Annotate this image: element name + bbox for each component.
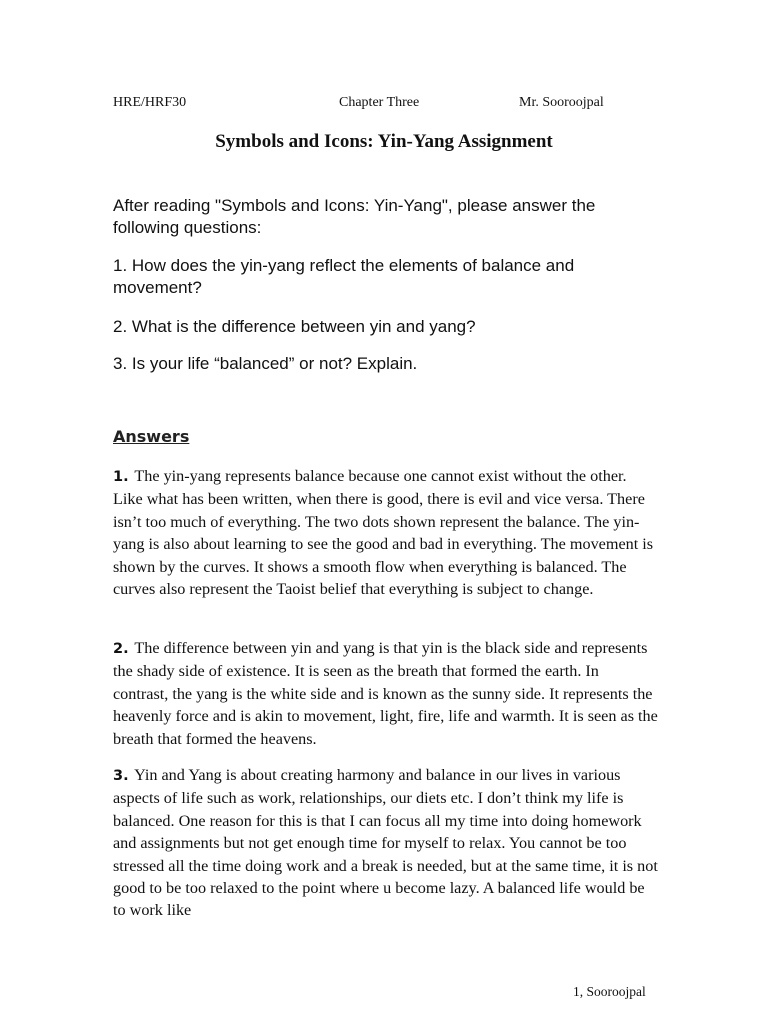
chapter-label: Chapter Three: [339, 95, 420, 110]
page-footer: 1, Sooroojpal: [573, 984, 646, 999]
question-1: 1. How does the yin-yang reflect the elements of balance and movement?: [113, 256, 575, 297]
answer-1: [113, 465, 658, 600]
intro-text: After reading "Symbols and Icons: Yin-Yang", please answer the following questions:: [113, 196, 596, 237]
answer-1-number: 1.: [113, 469, 129, 485]
answer-2-number: 2.: [113, 641, 129, 657]
question-3: 3. Is your life “balanced” or not? Explain.: [113, 354, 418, 373]
teacher-name: Mr. Sooroojpal: [519, 95, 604, 110]
page-title: Symbols and Icons: Yin-Yang Assignment: [215, 131, 553, 152]
course-code: HRE/HRF30: [113, 95, 187, 110]
answer-3-number: 3.: [113, 768, 129, 784]
answer-3: [113, 764, 658, 922]
question-2: 2. What is the difference between yin and yang?: [113, 317, 476, 336]
answer-2-text: The difference between yin and yang is that yin is the black side and represents the shady side of existence. It is seen as the breath that formed the earth. In contrast, the yang is the white side and is known as the sunny side. It represents the heavenly force and is akin to movement, light, fire, life and warmth. It is seen as the breath that formed the heavens.: [113, 639, 658, 748]
answer-3-text: Yin and Yang is about creating harmony and balance in our lives in various aspects of life such as work, relationships, our diets etc. I don’t think my life is balanced. One reason for this is that I can focus all my time into doing homework and assignments but not get enough time for myself to relax. You cannot be too stressed all the time doing work and a break is needed, but at the same time, it is not good to be too relaxed to the point where u become lazy. A balanced life would be to work like: [113, 766, 658, 920]
answer-2: [113, 637, 658, 750]
answers-heading: Answers: [113, 427, 190, 446]
answer-1-text: The yin-yang represents balance because one cannot exist without the other. Like what has been written, when there is good, there is evil and vice versa. There isn’t too much of everything. The two dots shown represent the balance. The yin-yang is also about learning to see the good and bad in everything. The movement is shown by the curves. It shows a smooth flow when everything is balanced. The curves also represent the Taoist belief that everything is subject to change.: [113, 467, 654, 599]
